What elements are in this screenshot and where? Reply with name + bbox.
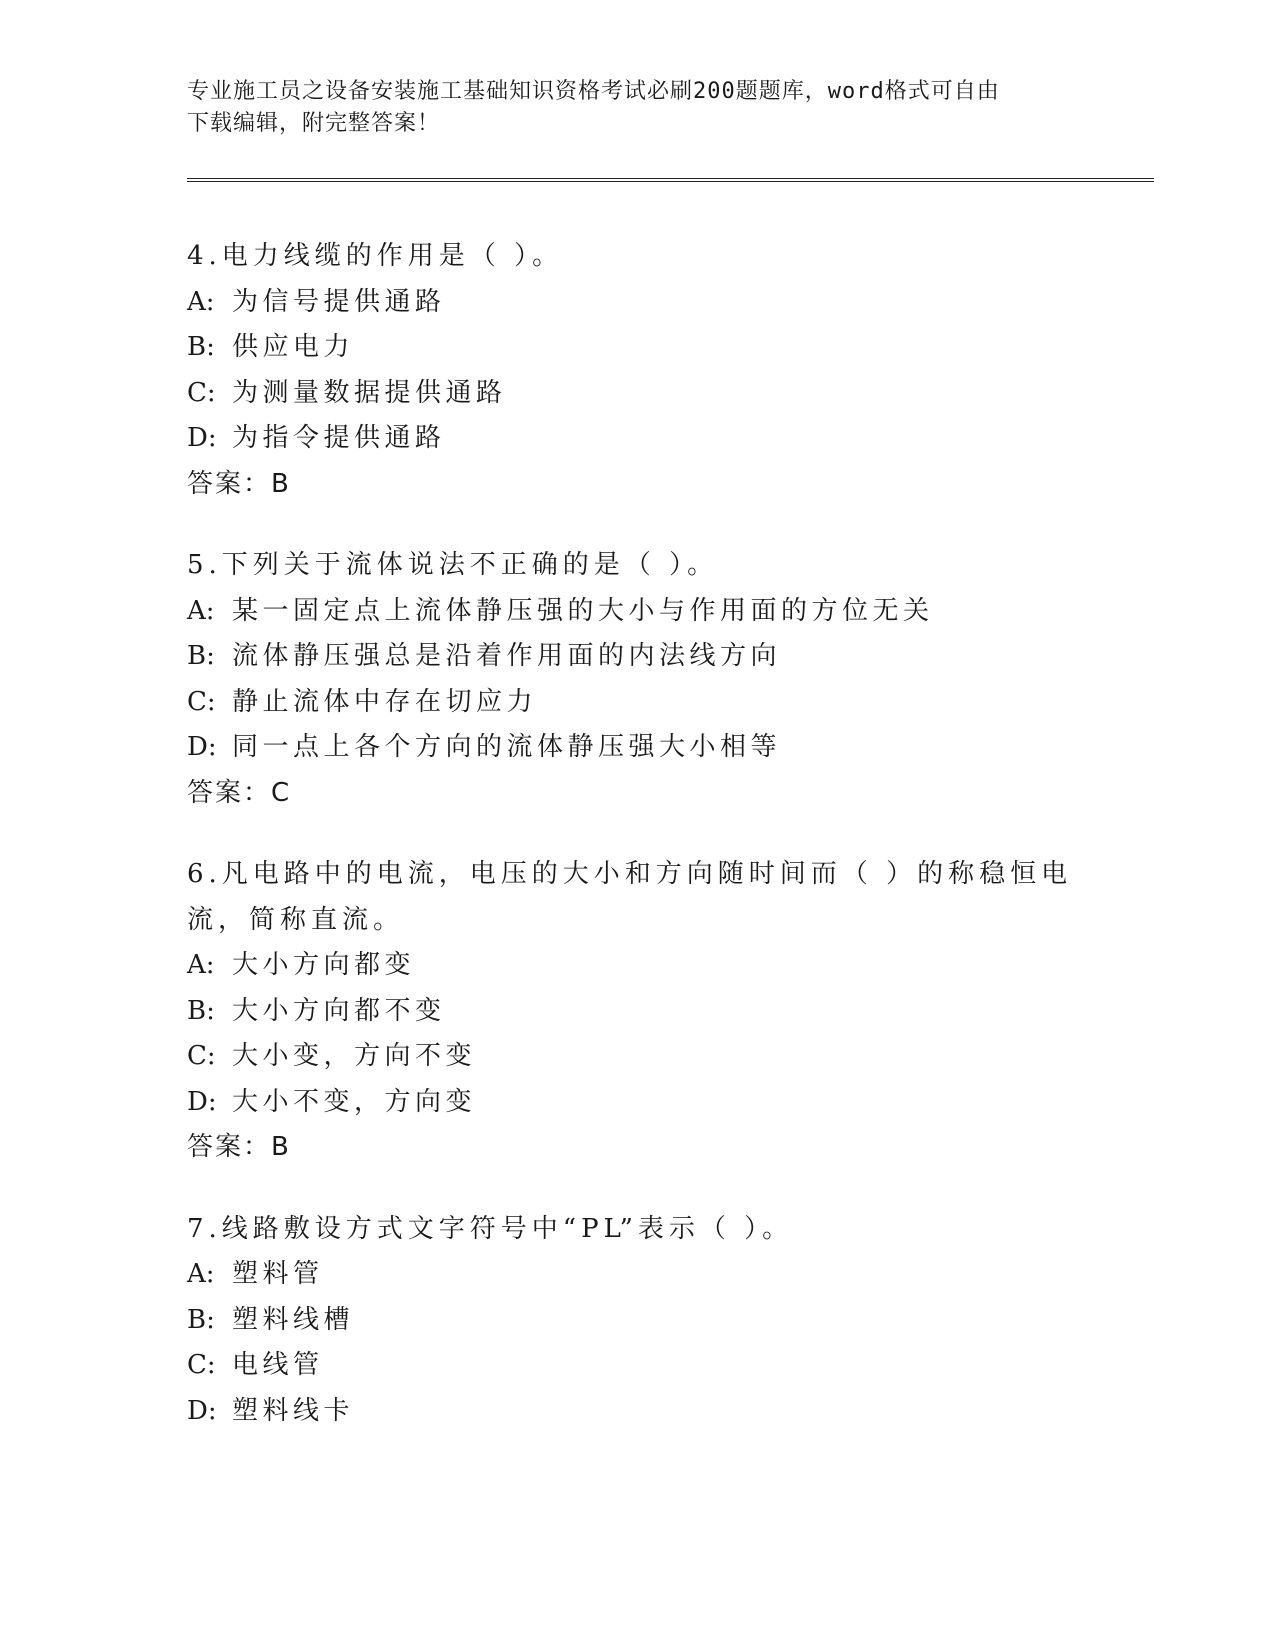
option-text: 流体静压强总是沿着作用面的内法线方向: [232, 641, 782, 671]
option-letter: B:: [187, 332, 215, 362]
option-a: [187, 589, 1117, 635]
option-text: 大小变，方向不变: [232, 1041, 477, 1071]
option-text: 为信号提供通路: [232, 286, 446, 317]
answer-value: B: [271, 1132, 291, 1162]
answer-label: 答案：: [187, 468, 272, 499]
option-text: 塑料线卡: [232, 1395, 355, 1426]
option-text: 供应电力: [232, 332, 355, 362]
option-b: [187, 989, 1117, 1035]
option-letter: D:: [187, 1395, 217, 1426]
question-4: [187, 234, 1117, 507]
question-stem: 7.线路敷设方式文字符号中“PL”表示（ ）。: [187, 1213, 794, 1244]
header-double-rule: [187, 178, 1154, 182]
question-5: [187, 543, 1117, 816]
option-a: [187, 1252, 1117, 1298]
option-c: [187, 371, 1117, 417]
option-letter: C:: [187, 1350, 216, 1380]
option-letter: B:: [187, 641, 215, 671]
option-a: [187, 280, 1117, 326]
header-line-1: 专业施工员之设备安装施工基础知识资格考试必刷200题题库，word格式可自由: [187, 79, 1000, 104]
option-letter: A:: [187, 950, 215, 980]
option-b: [187, 634, 1117, 680]
answer-value: B: [271, 468, 291, 499]
option-d: [187, 1389, 1117, 1435]
option-letter: C:: [187, 1041, 216, 1071]
option-text: 电线管: [232, 1350, 324, 1380]
answer-line: [187, 462, 1117, 508]
option-text: 某一固定点上流体静压强的大小与作用面的方位无关: [232, 595, 934, 626]
option-d: [187, 1080, 1117, 1126]
answer-value: C: [271, 777, 292, 808]
option-c: [187, 1343, 1117, 1389]
option-letter: A:: [187, 286, 215, 317]
option-c: [187, 1034, 1117, 1080]
option-text: 为测量数据提供通路: [232, 377, 507, 408]
option-text: 大小方向都变: [232, 950, 416, 980]
option-text: 大小不变，方向变: [232, 1086, 477, 1117]
question-6: [187, 852, 1117, 1171]
option-letter: C:: [187, 377, 216, 408]
question-7: [187, 1207, 1117, 1435]
header-line-2: 下载编辑，附完整答案！: [187, 111, 441, 136]
answer-label: 答案：: [187, 777, 272, 808]
option-b: [187, 325, 1117, 371]
option-d: [187, 416, 1117, 462]
option-letter: C:: [187, 686, 216, 717]
answer-line: [187, 771, 1117, 817]
option-text: 为指令提供通路: [232, 423, 446, 453]
question-list: [187, 234, 1117, 1470]
question-stem: 4.电力线缆的作用是（ ）。: [187, 241, 564, 271]
option-c: [187, 680, 1117, 726]
question-stem: 6.凡电路中的电流，电压的大小和方向随时间而（ ）的称稳恒电流，简称直流。: [187, 859, 1073, 935]
option-b: [187, 1298, 1117, 1344]
document-header: [187, 76, 1067, 140]
option-letter: B:: [187, 995, 215, 1026]
question-stem: 5.下列关于流体说法不正确的是（ ）。: [187, 550, 719, 580]
option-text: 塑料线槽: [232, 1304, 355, 1335]
option-letter: D:: [187, 1086, 217, 1117]
answer-line: [187, 1125, 1117, 1171]
option-a: [187, 943, 1117, 989]
option-text: 同一点上各个方向的流体静压强大小相等: [232, 732, 782, 762]
option-text: 塑料管: [232, 1259, 324, 1289]
option-letter: B:: [187, 1304, 215, 1335]
option-text: 大小方向都不变: [232, 995, 446, 1026]
option-letter: A:: [187, 595, 215, 626]
option-letter: D:: [187, 732, 217, 762]
option-letter: A:: [187, 1259, 215, 1289]
option-text: 静止流体中存在切应力: [232, 686, 538, 717]
option-letter: D:: [187, 423, 217, 453]
option-d: [187, 725, 1117, 771]
answer-label: 答案：: [187, 1132, 272, 1162]
